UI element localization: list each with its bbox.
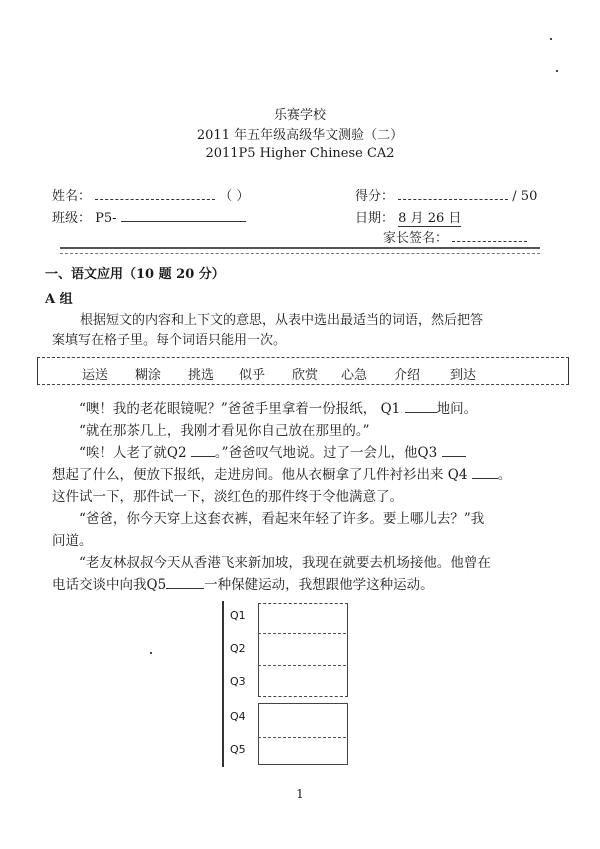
answer-label-q3: Q3 [230,675,246,688]
date-row [355,207,461,226]
blank-q2-label: Q2 [166,445,187,461]
passage-line [52,398,552,420]
answer-divider [258,665,346,666]
class-value: P5- [95,211,117,226]
test-title-chinese: 2011 年五年级高级华文测验（二） [196,128,404,143]
word-bank-item: 挑选 [188,368,215,383]
blank-q5-label: Q5 [146,577,167,593]
score-field[interactable] [398,198,508,200]
blank-q1[interactable] [405,412,437,413]
word-bank-item: 到达 [450,368,477,383]
passage-line: 想起了什么，便放下报纸，走进房间。他从衣橱拿了几件衬衫出来 Q4 。 [52,467,512,483]
word-bank-item: 运送 [82,368,109,383]
class-label: 班级： [52,211,92,226]
class-field[interactable] [121,221,246,222]
score-row [355,185,537,204]
instruction-line-2: 案填写在格子里。每个词语只能用一次。 [52,333,287,348]
separator-line [60,247,540,254]
parent-sign-field[interactable] [452,240,527,242]
blank-q4[interactable] [472,478,498,479]
passage-text: 想起了什么，便放下报纸，走进房间。他从衣橱拿了几件衬衫出来 [52,467,444,483]
passage-line [52,420,552,442]
blank-q3[interactable] [442,456,466,457]
passage-text: 一种保健运动，我想跟他学这种运动。 [204,577,434,593]
class-row [52,207,246,226]
section-title: 一、语文应用（10 题 20 分） [45,267,225,282]
answer-label-q4: Q4 [230,710,246,723]
answer-grid [222,601,354,767]
scan-speck [550,38,552,40]
word-bank-item: 糊涂 [135,368,162,383]
passage-text: 电话交谈中向我 [52,577,147,593]
answer-divider [258,737,346,738]
word-bank-item: 欣赏 [292,368,319,383]
parent-sign-row [383,227,527,246]
score-total: / 50 [512,189,538,204]
passage-text: “唉！人老了就 [79,445,167,461]
answer-label-q1: Q1 [230,609,246,622]
passage-text: “噢！我的老花眼镜呢？”爸爸手里拿着一份报纸， [79,401,377,417]
blank-q5[interactable] [166,588,204,589]
passage-line [52,574,552,596]
blank-q1-label: Q1 [380,401,401,417]
name-field[interactable] [95,198,215,200]
passage-line [52,552,552,574]
answer-box-q4-q5[interactable] [258,703,348,765]
passage-text: “爸爸，你今天穿上这套衣裤，看起来年轻了许多。要上哪儿去？”我 [79,511,485,527]
scan-speck [556,70,558,72]
blank-q3-label: Q3 [417,445,438,461]
test-title-english: 2011P5 Higher Chinese CA2 [205,146,395,161]
page-number: 1 [296,787,304,801]
passage-text: “老友林叔叔今天从香港飞来新加坡，我现在就要去机场接他。他曾在 [79,555,491,571]
answer-label-q2: Q2 [230,642,246,655]
blank-q2[interactable] [191,456,215,457]
word-bank-item: 介绍 [394,368,421,383]
passage-line [52,508,552,530]
passage-text: “就在那茶几上，我刚才看见你自己放在那里的。” [79,423,370,439]
date-value: 8 月 26 日 [398,211,462,226]
name-row [52,185,249,204]
date-label: 日期： [355,211,395,226]
name-paren: （ ） [219,189,250,204]
answer-box-q1-q3[interactable] [258,603,348,697]
passage-text: 这件试一下，那件试一下，淡红色的那件终于令他满意了。 [52,489,403,505]
answer-divider [258,633,346,634]
scan-speck [150,652,152,654]
passage-line [52,530,552,552]
answer-label-q5: Q5 [230,743,246,756]
word-bank-item: 似乎 [239,368,266,383]
score-label: 得分： [355,189,395,204]
instruction-line-1: 根据短文的内容和上下文的意思，从表中选出最适当的词语，然后把答 [80,313,484,328]
parent-sign-label: 家长签名： [383,231,449,246]
passage-line [52,486,552,508]
word-bank [37,357,569,385]
blank-q4-label: Q4 [447,467,468,483]
name-label: 姓名： [52,189,92,204]
passage-text: 。”爸爸叹气地说。过了一会儿，他 [214,445,418,461]
passage-line [52,442,552,464]
word-bank-item: 心急 [341,368,368,383]
passage-text: 问道。 [52,533,93,549]
passage [52,398,552,596]
passage-text: 地问。 [436,401,478,417]
group-label: A 组 [45,292,73,307]
school-name: 乐赛学校 [273,108,326,123]
